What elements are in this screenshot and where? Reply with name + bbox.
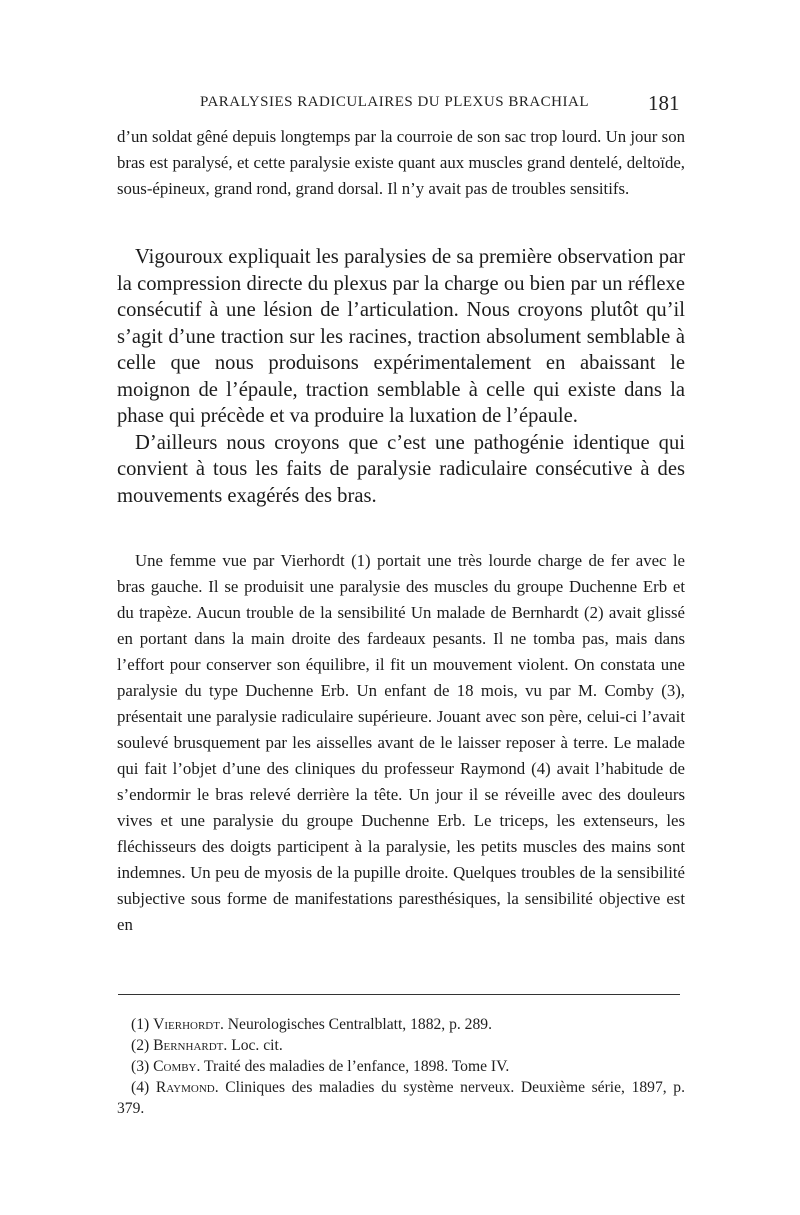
footnote-text: Neurologisches Centralblatt, 1882, p. 289. bbox=[227, 1016, 492, 1033]
cases-paragraph-block bbox=[117, 548, 685, 938]
paragraph-cases: Une femme vue par Vierhordt (1) portait une très lourde charge de fer avec le bras gauche. Il se produisit une paralysie des muscles du groupe Duchenne Erb et du trapèze. Aucun trouble de la sensibilité Un malade de Bernhardt (2) avait glissé en portant dans la main droite des fardeaux pesants. Il ne tomba pas, mais dans l’effort pour conserver son équilibre, il fit un mouvement violent. On constata une paralysie du type Duchenne Erb. Un enfant de 18 mois, vu par M. Comby (3), présentait une paralysie radiculaire supérieure. Jouant avec son père, celui-ci l’avait soulevé brusquement par les aisselles avant de le laisser reposer à terre. Le malade qui fait l’objet d’une des cliniques du professeur Raymond (4) avait l’habitude de s’endormir le bras relevé derrière la tête. Un jour il se réveille avec des douleurs vives et une paralysie du groupe Duchenne Erb. Le triceps, les extenseurs, les fléchisseurs des doigts participent à la paralysie, les petits muscles des mains sont indemnes. Un peu de myosis de la pupille droite. Quelques troubles de la sensibilité subjective sous forme de manifestations paresthésiques, la sensibilité objective est en bbox=[117, 551, 685, 934]
footnote-text: Loc. cit. bbox=[231, 1037, 283, 1054]
continuation-paragraph: d’un soldat gêné depuis longtemps par la courroie de son sac trop lourd. Un jour son bras est paralysé, et cette paralysie existe quant aux muscles grand dentelé, deltoïde, sous-épineux, grand rond, grand dorsal. Il n’y avait pas de troubles sensitifs. bbox=[117, 127, 685, 198]
main-text-block bbox=[117, 244, 685, 509]
footnote-item bbox=[117, 1056, 685, 1077]
continuation-paragraph-block bbox=[117, 124, 685, 202]
footnote-text: Traité des maladies de l’enfance, 1898. Tome IV. bbox=[204, 1058, 510, 1075]
footnote-number: (3) bbox=[131, 1058, 150, 1075]
footnotes bbox=[117, 1014, 685, 1119]
footnote-text: Cliniques des maladies du système nerveux. Deuxième série, 1897, p. 379. bbox=[117, 1079, 685, 1117]
footnote-item bbox=[117, 1035, 685, 1056]
footnote-author: Comby. bbox=[153, 1058, 201, 1075]
footnote-number: (1) bbox=[131, 1016, 150, 1033]
footnote-item bbox=[117, 1014, 685, 1035]
footnote-number: (4) bbox=[131, 1079, 150, 1096]
paragraph-vigouroux: Vigouroux expliquait les paralysies de sa première observation par la compression directe du plexus par la charge ou bien par un réflexe consécutif à une lésion de l’articulation. Nous croyons plutôt qu’il s’agit d’une traction sur les racines, traction absolument semblable à celle que nous produisons expérimentalement en abaissant le moignon de l’épaule, traction semblable à celle qui existe dans la phase qui précède et va produire la luxation de l’épaule. bbox=[117, 246, 685, 427]
footnote-separator bbox=[118, 994, 680, 995]
footnote-number: (2) bbox=[131, 1037, 150, 1054]
footnote-author: Raymond. bbox=[155, 1079, 219, 1096]
footnote-author: Bernhardt. bbox=[153, 1037, 228, 1054]
footnote-author: Vierhordt. bbox=[153, 1016, 224, 1033]
footnote-item bbox=[117, 1077, 685, 1119]
page-number: 181 bbox=[648, 91, 680, 115]
running-title: PARALYSIES RADICULAIRES DU PLEXUS BRACHIAL bbox=[200, 94, 589, 110]
paragraph-pathogenie: D’ailleurs nous croyons que c’est une pathogénie identique qui convient à tous les faits de paralysie radiculaire consécutive à des mouvements exagérés des bras. bbox=[117, 431, 685, 507]
